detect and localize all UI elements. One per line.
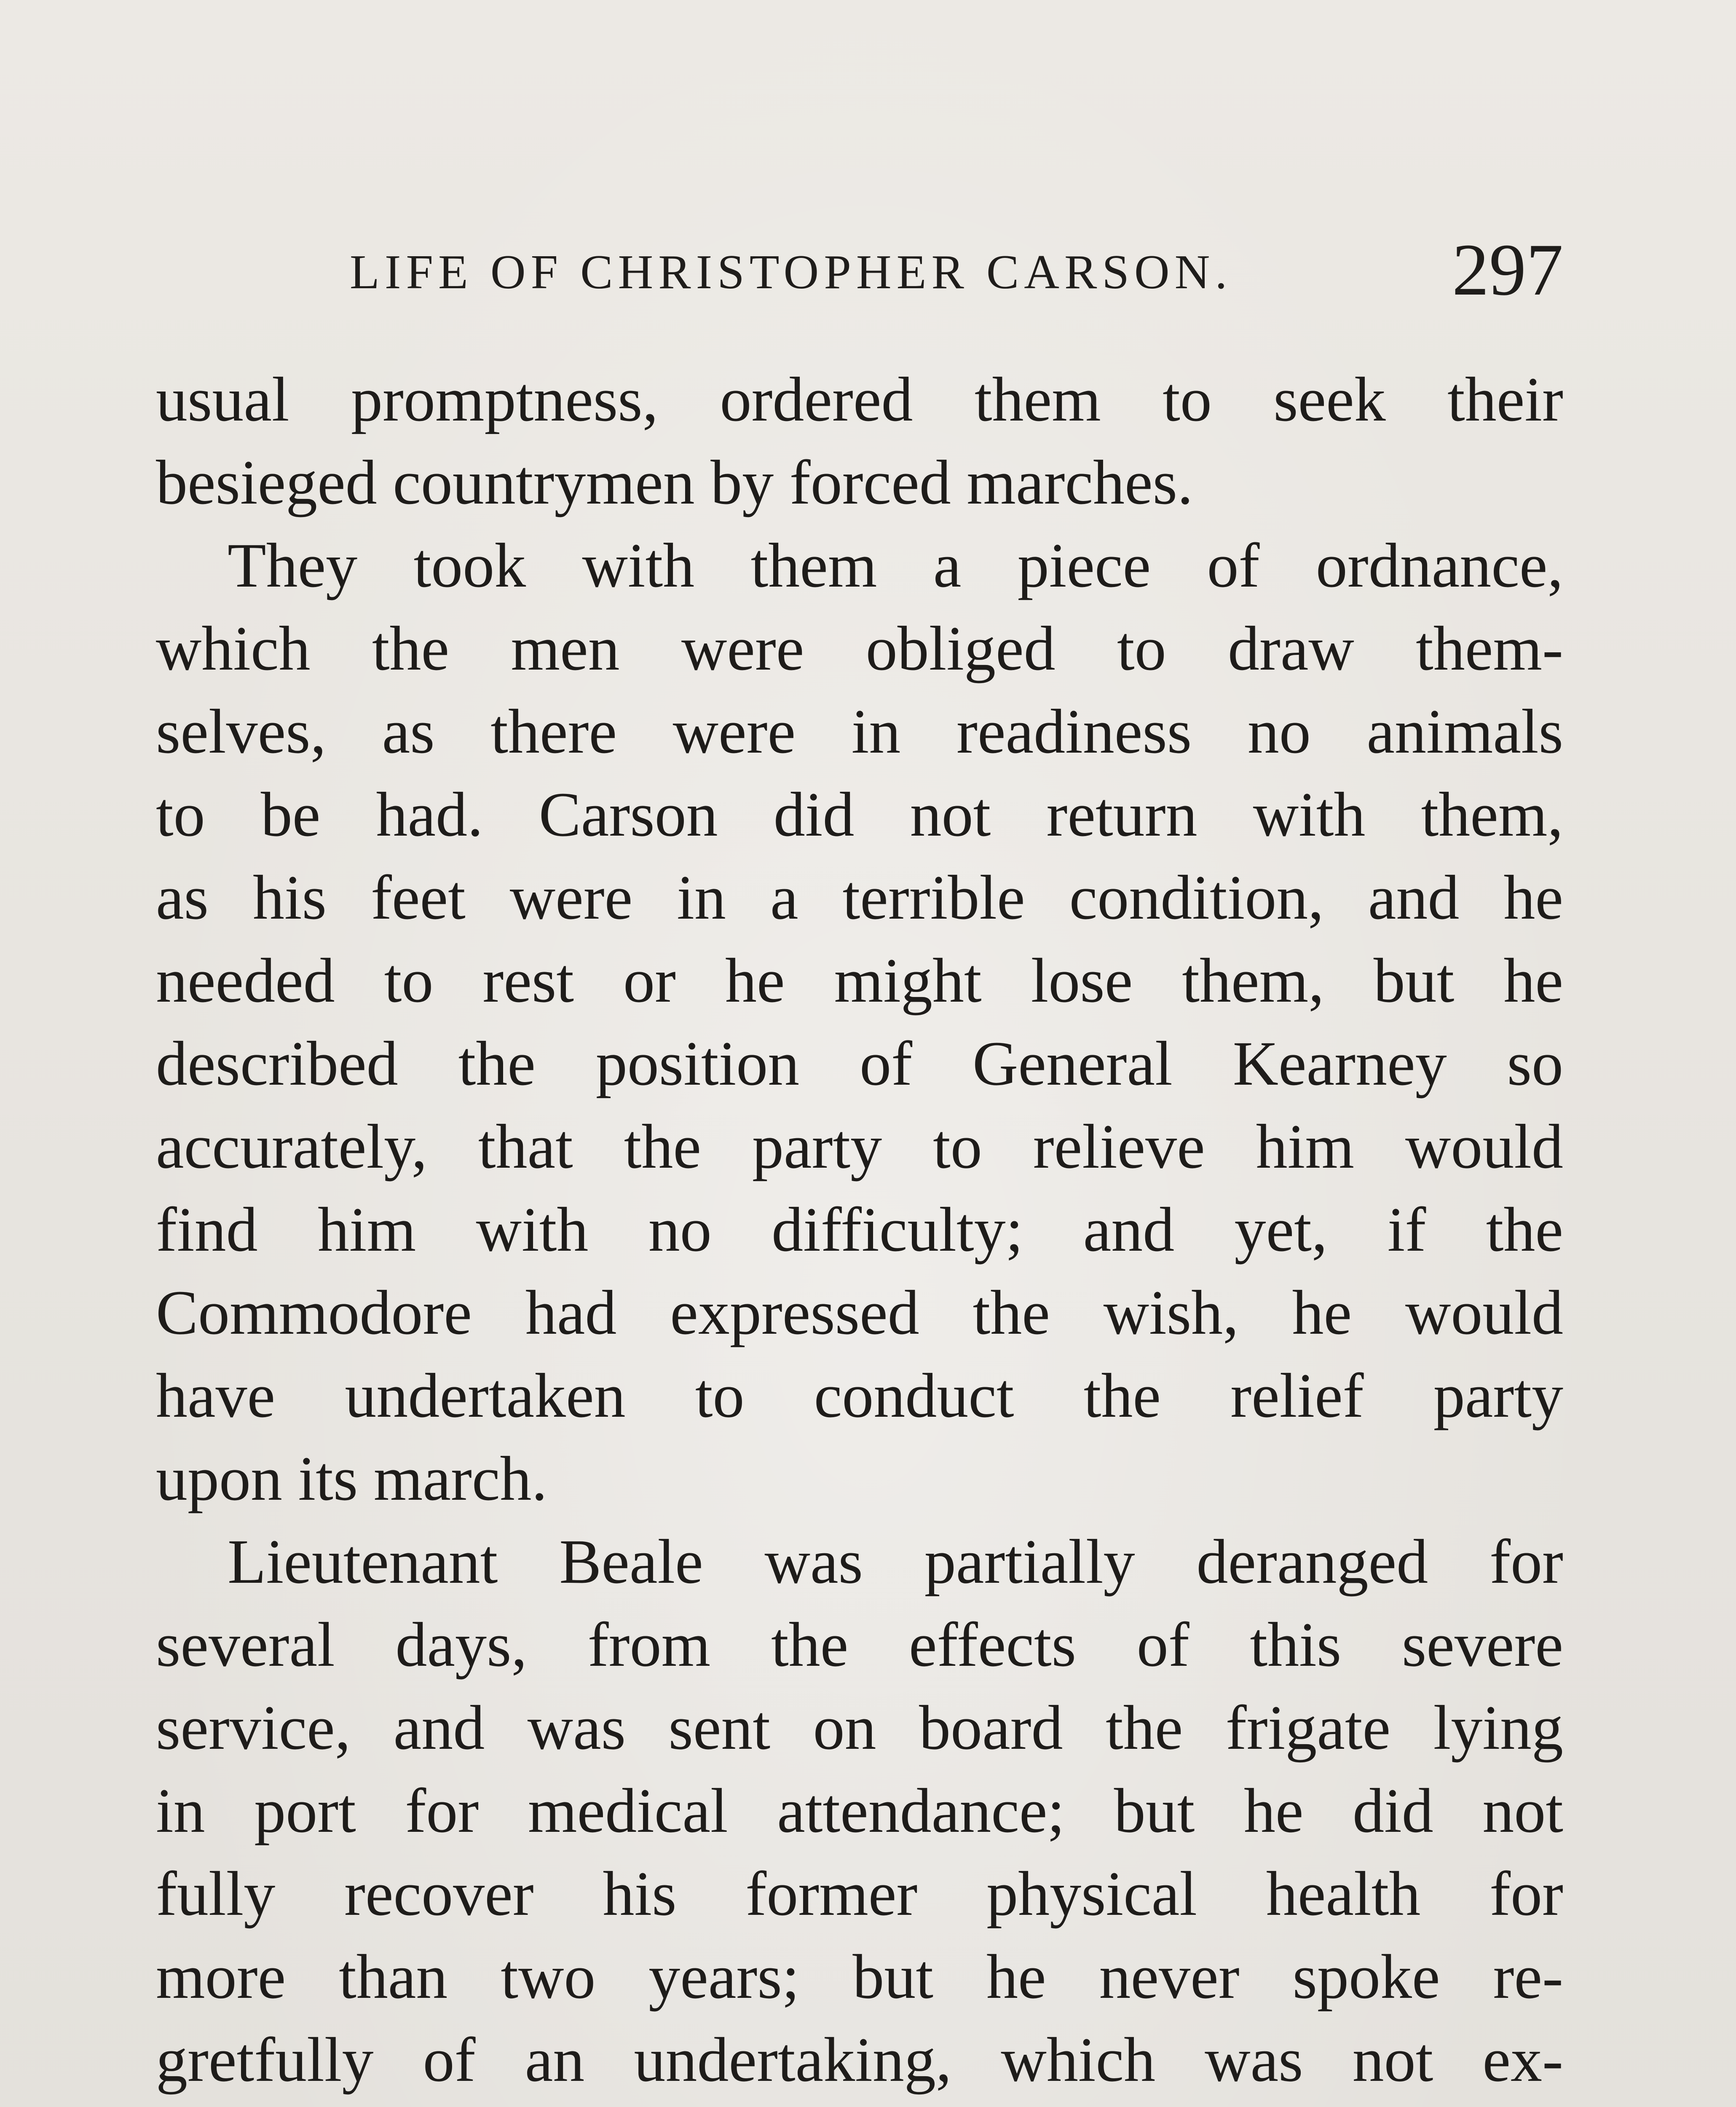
text-line: fully recover his former physical health for bbox=[156, 1859, 1563, 1929]
text-line: described the position of General Kearney so bbox=[156, 1029, 1563, 1099]
text-line: needed to rest or he might lose them, but he bbox=[156, 946, 1563, 1016]
text-line: accurately, that the party to relieve him would bbox=[156, 1112, 1563, 1182]
page-number: 297 bbox=[1452, 229, 1563, 311]
text-line: several days, from the effects of this severe bbox=[156, 1610, 1563, 1680]
page-header bbox=[156, 219, 1563, 311]
text-line: They took with them a piece of ordnance, bbox=[228, 531, 1563, 600]
text-line: have undertaken to conduct the relief party bbox=[156, 1361, 1563, 1431]
text-line: in port for medical attendance; but he did not bbox=[156, 1776, 1563, 1846]
text-line bbox=[156, 2102, 1563, 2107]
text-line: gretfully of an undertaking, which was not ex- bbox=[156, 2025, 1563, 2095]
text-line: Lieutenant Beale was partially deranged for bbox=[228, 1527, 1563, 1597]
text-line: upon its march. bbox=[156, 1444, 548, 1514]
text-line: as his feet were in a terrible condition, and he bbox=[156, 863, 1563, 933]
text-line: besieged countrymen by forced marches. bbox=[156, 448, 1193, 517]
text-line: selves, as there were in readiness no animals bbox=[156, 697, 1563, 767]
text-line: more than two years; but he never spoke re- bbox=[156, 1942, 1563, 2012]
text-line: Commodore had expressed the wish, he would bbox=[156, 1278, 1563, 1348]
text-line: which the men were obliged to draw them- bbox=[156, 614, 1563, 684]
running-head: LIFE OF CHRISTOPHER CARSON. bbox=[350, 245, 1232, 299]
text-line: usual promptness, ordered them to seek their bbox=[156, 365, 1563, 434]
text-line: find him with no difficulty; and yet, if the bbox=[156, 1195, 1563, 1265]
body-text bbox=[156, 358, 1563, 2107]
text-line: service, and was sent on board the frigate lying bbox=[156, 1693, 1563, 1763]
text-line: to be had. Carson did not return with them, bbox=[156, 780, 1563, 850]
